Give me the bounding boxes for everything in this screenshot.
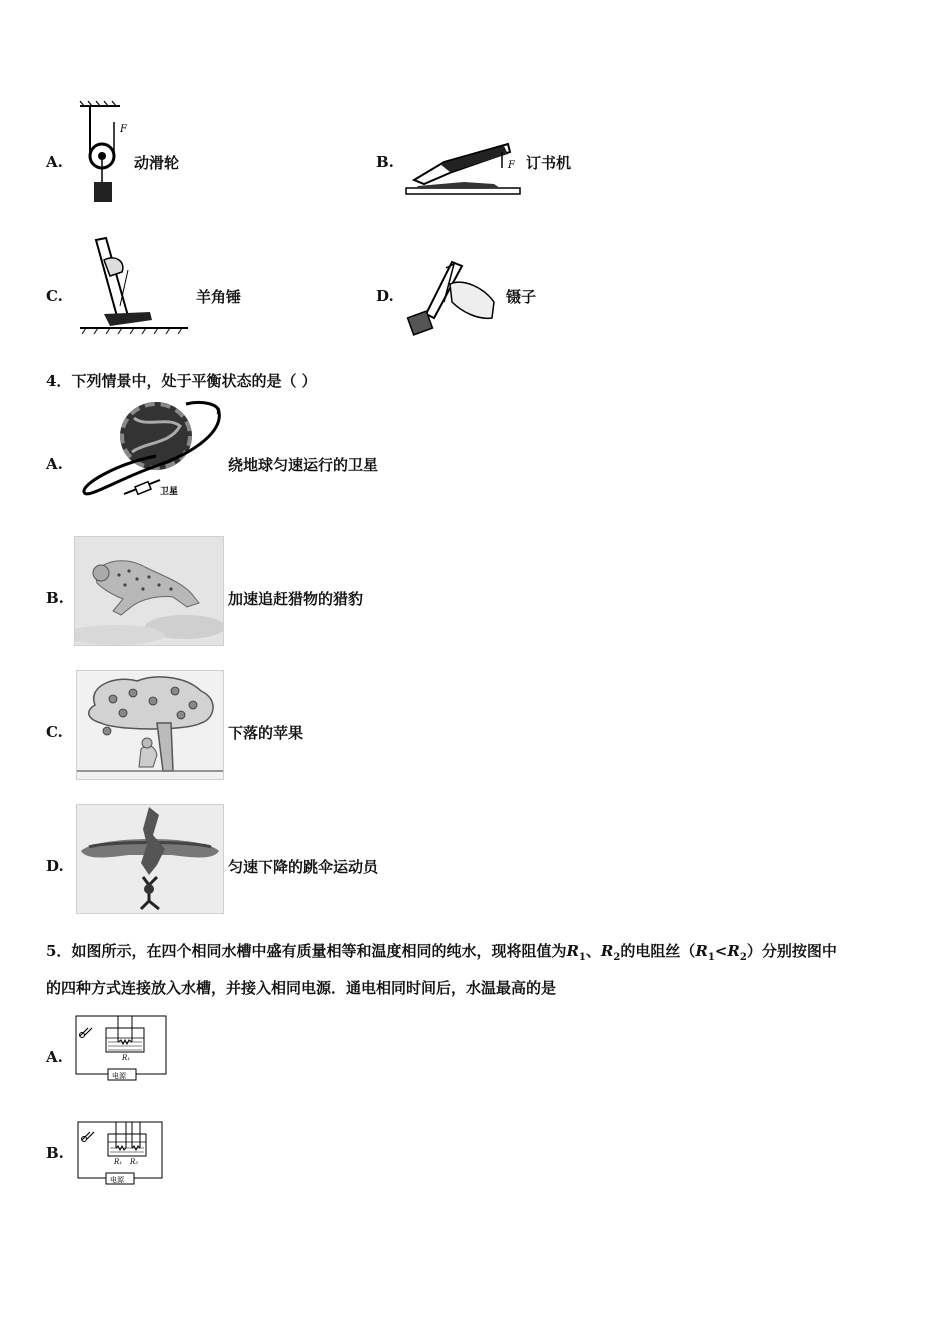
question-text: 的电阻丝（ xyxy=(620,942,696,960)
option-letter: B. xyxy=(46,1144,64,1162)
power-source-label: 电源 xyxy=(112,1072,126,1080)
option-letter: B. xyxy=(376,153,394,171)
question-text: ）分别按图中 xyxy=(746,942,837,960)
separator: 、 xyxy=(585,942,601,960)
power-source-label: 电源 xyxy=(110,1176,124,1184)
question-4-stem xyxy=(46,370,317,391)
resistor-label: R₁ xyxy=(114,1158,123,1166)
circuit-diagram-a xyxy=(74,1012,170,1082)
resistor-subscript: 2 xyxy=(739,952,747,963)
option-text: 匀速下降的跳伞运动员 xyxy=(228,858,379,876)
resistor-symbol: R xyxy=(727,942,740,960)
option-letter: D. xyxy=(376,287,394,305)
skydiver-icon xyxy=(76,804,224,914)
question-text: 下列情景中，处于平衡状态的是（ ） xyxy=(71,372,317,390)
option-letter: A. xyxy=(46,455,63,473)
satellite-caption: 卫星 xyxy=(160,487,179,497)
satellite-orbit-icon xyxy=(76,400,226,510)
resistor-symbol: R xyxy=(566,942,579,960)
option-letter: D. xyxy=(46,857,64,875)
less-than: < xyxy=(714,942,728,960)
resistor-symbol: R xyxy=(600,942,614,960)
force-label: F xyxy=(120,124,127,135)
option-text: 订书机 xyxy=(526,154,572,172)
option-text: 羊角锤 xyxy=(196,288,242,306)
resistor-symbol: R xyxy=(695,942,708,960)
option-letter: C. xyxy=(46,287,63,305)
claw-hammer-icon xyxy=(80,236,190,338)
apple-tree-icon xyxy=(76,670,224,780)
question-number: 4． xyxy=(46,372,72,390)
option-text: 下落的苹果 xyxy=(228,724,304,742)
option-letter: A. xyxy=(46,153,63,171)
option-letter: B. xyxy=(46,589,64,607)
resistor-subscript: 2 xyxy=(613,952,621,963)
resistor-label: R₁ xyxy=(122,1054,131,1062)
option-text: 镊子 xyxy=(506,288,537,306)
resistor-subscript: 1 xyxy=(578,952,586,963)
pulley-icon xyxy=(76,100,136,208)
question-text: 如图所示，在四个相同水槽中盛有质量相等和温度相同的纯水，现将阻值为 xyxy=(71,942,567,960)
resistor-label: R₂ xyxy=(130,1158,139,1166)
option-text: 动滑轮 xyxy=(134,154,180,172)
question-5-stem-line2: 的四种方式连接放入水槽，并接入相同电源．通电相同时间后，水温最高的是 xyxy=(46,979,557,997)
cheetah-photo xyxy=(74,536,224,646)
tweezers-icon xyxy=(404,258,500,338)
force-label: F xyxy=(508,160,515,171)
circuit-diagram-b xyxy=(76,1120,166,1186)
resistor-subscript: 1 xyxy=(707,952,715,963)
question-number: 5． xyxy=(46,942,72,960)
option-letter: A. xyxy=(46,1048,63,1066)
question-5-stem-line1 xyxy=(46,940,837,963)
option-text: 加速追赶猎物的猎豹 xyxy=(228,590,364,608)
stapler-icon xyxy=(404,128,524,200)
option-letter: C. xyxy=(46,723,63,741)
option-text: 绕地球匀速运行的卫星 xyxy=(228,456,379,474)
